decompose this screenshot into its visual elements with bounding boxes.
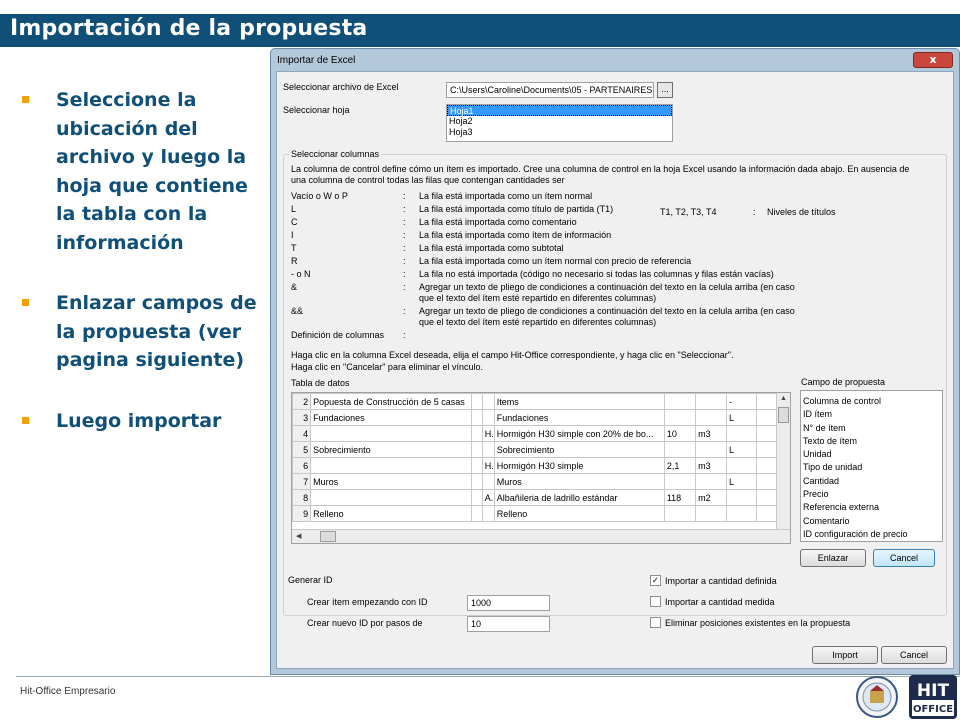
- data-grid[interactable]: [291, 392, 791, 544]
- row-header[interactable]: 5: [293, 442, 311, 458]
- field-option[interactable]: Precio: [803, 489, 829, 500]
- table-cell[interactable]: L: [727, 474, 757, 490]
- footer-text: Hit-Office Empresario: [20, 686, 116, 697]
- table-cell[interactable]: [311, 490, 472, 506]
- table-cell[interactable]: [472, 490, 483, 506]
- row-header[interactable]: 6: [293, 458, 311, 474]
- table-cell[interactable]: [482, 506, 494, 522]
- table-row[interactable]: [293, 442, 790, 458]
- col-def-colon: :: [403, 330, 406, 340]
- option-label: Eliminar posiciones existentes en la propuesta: [665, 618, 851, 628]
- browse-button[interactable]: ...: [657, 82, 673, 98]
- import-excel-dialog: [270, 48, 960, 675]
- scroll-left-icon[interactable]: ◀: [296, 533, 302, 540]
- table-cell[interactable]: [472, 410, 483, 426]
- option-checkbox[interactable]: [650, 617, 661, 628]
- data-table-label: Tabla de datos: [291, 378, 350, 388]
- start-id-label: Crear ítem empezando con ID: [307, 597, 428, 607]
- row-header[interactable]: 4: [293, 426, 311, 442]
- table-cell[interactable]: [664, 410, 695, 426]
- hit-office-logo-icon: [908, 674, 958, 720]
- field-option[interactable]: ID configuración de precio: [803, 528, 908, 539]
- bullet-item: Luego importar: [22, 407, 262, 436]
- row-header[interactable]: 3: [293, 410, 311, 426]
- table-cell[interactable]: m3: [696, 426, 727, 442]
- table-cell[interactable]: [472, 394, 483, 410]
- table-cell[interactable]: Hormigón H30 simple: [494, 458, 664, 474]
- data-table: [292, 393, 790, 522]
- table-cell[interactable]: Muros: [494, 474, 664, 490]
- instructions: Haga clic en "Cancelar" para eliminar el vínculo.: [291, 362, 483, 372]
- table-cell[interactable]: [696, 442, 727, 458]
- titles-desc: Niveles de títulos: [767, 207, 836, 217]
- table-cell[interactable]: [696, 474, 727, 490]
- columns-group-title: Seleccionar columnas: [291, 149, 380, 159]
- table-row[interactable]: [293, 426, 790, 442]
- sheet-label: Seleccionar hoja: [283, 105, 350, 115]
- link-button[interactable]: Enlazar: [800, 549, 866, 567]
- table-cell[interactable]: Albañileria de ladrillo estándar: [494, 490, 664, 506]
- table-cell[interactable]: Fundaciones: [311, 410, 472, 426]
- bullet-marker-icon: [22, 417, 29, 424]
- titles-codes: T1, T2, T3, T4: [660, 207, 717, 217]
- table-cell[interactable]: [664, 506, 695, 522]
- col-def-label: Definición de columnas: [291, 330, 385, 340]
- columns-info: La columna de control define cómo un ítem es importado. Cree una columna de control en la hoja Excel usando la información dada abajo. En ausencia de: [291, 164, 910, 174]
- table-cell[interactable]: [664, 442, 695, 458]
- scroll-thumb[interactable]: [778, 407, 789, 423]
- field-option[interactable]: ID ítem: [803, 409, 833, 420]
- option-checkbox[interactable]: [650, 596, 661, 607]
- table-cell[interactable]: Items: [494, 394, 664, 410]
- horizontal-scrollbar[interactable]: [292, 529, 790, 543]
- table-cell[interactable]: [482, 410, 494, 426]
- table-cell[interactable]: [664, 474, 695, 490]
- scroll-thumb[interactable]: [320, 531, 336, 542]
- columns-info: una columna de control todas las filas que contengan cantidades ser: [291, 175, 565, 185]
- table-cell[interactable]: [472, 506, 483, 522]
- table-cell[interactable]: [696, 394, 727, 410]
- table-cell[interactable]: m2: [696, 490, 727, 506]
- table-cell[interactable]: [472, 458, 483, 474]
- table-cell[interactable]: -: [727, 394, 757, 410]
- field-option[interactable]: Tipo de unidad: [803, 462, 863, 473]
- table-cell[interactable]: L: [727, 410, 757, 426]
- field-option[interactable]: Columna de control: [803, 396, 882, 406]
- field-option[interactable]: Comentario: [803, 515, 850, 526]
- seal-logo-icon: [848, 675, 906, 719]
- table-cell[interactable]: Sobrecimiento: [494, 442, 664, 458]
- cancel-button[interactable]: Cancel: [881, 646, 947, 664]
- row-header[interactable]: 8: [293, 490, 311, 506]
- vertical-scrollbar[interactable]: [776, 393, 790, 529]
- table-cell[interactable]: Relleno: [311, 506, 472, 522]
- table-cell[interactable]: m3: [696, 458, 727, 474]
- table-cell[interactable]: Hormigón H30 simple con 20% de bo...: [494, 426, 664, 442]
- table-cell[interactable]: [311, 458, 472, 474]
- bullet-item: Seleccione la ubicación del archivo y luego la hoja que contiene la tabla con la información: [22, 86, 262, 257]
- option-checkbox[interactable]: ✓: [651, 575, 660, 585]
- table-cell[interactable]: Sobrecimiento: [311, 442, 472, 458]
- table-cell[interactable]: [696, 410, 727, 426]
- sheet-option[interactable]: Hoja1: [447, 105, 672, 116]
- table-row[interactable]: [293, 394, 790, 410]
- table-cell[interactable]: [472, 426, 483, 442]
- table-cell[interactable]: [696, 506, 727, 522]
- option-label: Importar a cantidad definida: [665, 576, 777, 586]
- dialog-title: Importar de Excel: [277, 55, 356, 66]
- table-row[interactable]: [293, 490, 790, 506]
- scroll-up-icon[interactable]: ▲: [780, 395, 787, 402]
- instructions: Haga clic en la columna Excel deseada, elija el campo Hit-Office correspondiente, y haga clic en "Seleccionar".: [291, 350, 734, 360]
- table-cell[interactable]: [727, 506, 757, 522]
- table-cell[interactable]: [472, 474, 483, 490]
- cancel-link-button[interactable]: Cancel: [873, 549, 935, 567]
- table-cell[interactable]: Muros: [311, 474, 472, 490]
- table-cell[interactable]: [482, 394, 494, 410]
- table-cell[interactable]: Fundaciones: [494, 410, 664, 426]
- step-id-label: Crear nuevo ID por pasos de: [307, 618, 423, 628]
- field-option[interactable]: N° de ítem: [803, 422, 846, 433]
- close-button[interactable]: x: [913, 52, 953, 68]
- field-option[interactable]: Unidad: [803, 449, 832, 460]
- field-option[interactable]: Referencia externa: [803, 502, 880, 513]
- svg-text:HIT: HIT: [916, 681, 950, 701]
- table-cell[interactable]: 2,1: [664, 458, 695, 474]
- bullet-marker-icon: [22, 299, 29, 306]
- slide-title: Importación de la propuesta: [10, 16, 368, 41]
- dialog-body: Seleccionar archivo de Excel C:\Users\Caroline\Documents\05 - PARTENAIRES ... Seleccionar hoja Hoja1 Hoja2 Hoja3 Seleccionar columnas La columna de control define cómo un ítem es importado. Cree una columna de control en la hoja Excel usando la información dada abajo. En ausencia de una columna de control todas las filas que contengan cantidades ser Vacío o W o P : La fila está importada como un ítem normal L : La fila está importada como título de partida (T1) C : La fila está importada como comentario I : La fila está importada como ítem de información T : La fila está importada como subtotal R : La fila está importada como un ítem normal con precio de referencia - o N : La fila no está importada (código no necesario si todas las columnas y filas están vacías) & : Agregar un texto de pliego de condiciones a continuación del texto en la celula arriba (en caso que el texto del ítem esté repartido en diferentes columnas) && : Agregar un texto de pliego de condiciones a continuación del texto en la celula arriba (en caso que el texto del ítem esté repartido en diferentes columnas) T1, T2, T3, T4 : Niveles de títulos Definición de columnas : Haga clic en la columna Excel deseada, elija el campo Hit-Office correspondiente, y haga clic en "Seleccionar". Haga clic en "Cancelar" para eliminar el vínculo. Tabla de datos 2 Popuesta de Construcción de 5 casas Items - 3 Fundaciones Fundaciones L 4 H. Hormigón H30 simple con 20% de bo... 10 m3 5 Sobrecimiento Sobrecimiento L 6 H. Hormigón H30 simple 2,1 m3 7 Muros Muros L 8 A. Albañileria de ladrillo estándar 118 m2 9 Relleno Relleno ▲ ◀ Campo de propuesta Columna de control ID ítem N° de ítem Texto de ítem Unidad Tipo de unidad Cantidad Precio Referencia externa Comentario ID configuración de precio Enlazar Cancel Generar ID Crear ítem empezando con ID 1000 Crear nuevo ID por pasos de 10 ✓ Importar a cantidad definida Importar a cantidad medida Eliminar posiciones existentes en la propuesta Import Cancel: [276, 71, 954, 669]
- table-cell[interactable]: [727, 458, 757, 474]
- table-cell[interactable]: [727, 490, 757, 506]
- sheet-list[interactable]: [446, 104, 673, 142]
- table-cell[interactable]: Popuesta de Construcción de 5 casas: [311, 394, 472, 410]
- titles-colon: :: [753, 207, 756, 217]
- table-cell[interactable]: [482, 474, 494, 490]
- table-cell[interactable]: H.: [482, 426, 494, 442]
- row-header[interactable]: 7: [293, 474, 311, 490]
- table-row[interactable]: [293, 506, 790, 522]
- table-cell[interactable]: L: [727, 442, 757, 458]
- table-cell[interactable]: 118: [664, 490, 695, 506]
- table-cell[interactable]: H.: [482, 458, 494, 474]
- option-label: Importar a cantidad medida: [665, 597, 775, 607]
- table-cell[interactable]: [727, 426, 757, 442]
- table-row[interactable]: [293, 458, 790, 474]
- table-cell[interactable]: 10: [664, 426, 695, 442]
- bullet-marker-icon: [22, 96, 29, 103]
- file-path-input[interactable]: C:\Users\Caroline\Documents\05 - PARTENAIRES: [446, 82, 654, 98]
- table-cell[interactable]: Relleno: [494, 506, 664, 522]
- bullet-list: [22, 86, 262, 467]
- sheet-option[interactable]: Hoja2: [449, 116, 473, 126]
- table-cell[interactable]: [482, 442, 494, 458]
- field-option[interactable]: Cantidad: [803, 475, 840, 486]
- table-cell[interactable]: [664, 394, 695, 410]
- footer-divider: [16, 676, 960, 677]
- slide-title-bar: [0, 14, 960, 47]
- row-header[interactable]: 2: [293, 394, 311, 410]
- svg-text:OFFICE: OFFICE: [912, 704, 954, 715]
- import-button[interactable]: Import: [812, 646, 878, 664]
- sheet-option[interactable]: Hoja3: [449, 127, 473, 137]
- file-label: Seleccionar archivo de Excel: [283, 82, 399, 92]
- fields-list[interactable]: [800, 390, 943, 542]
- table-cell[interactable]: [472, 442, 483, 458]
- generate-id-label: Generar ID: [288, 575, 333, 585]
- field-option[interactable]: Texto de ítem: [803, 435, 858, 446]
- bullet-item: Enlazar campos de la propuesta (ver pagina siguiente): [22, 289, 262, 375]
- fields-label: Campo de propuesta: [801, 377, 886, 387]
- table-row[interactable]: [293, 410, 790, 426]
- start-id-input[interactable]: 1000: [467, 595, 550, 611]
- table-cell[interactable]: [311, 426, 472, 442]
- table-row[interactable]: [293, 474, 790, 490]
- row-header[interactable]: 9: [293, 506, 311, 522]
- table-cell[interactable]: A.: [482, 490, 494, 506]
- step-id-input[interactable]: 10: [467, 616, 550, 632]
